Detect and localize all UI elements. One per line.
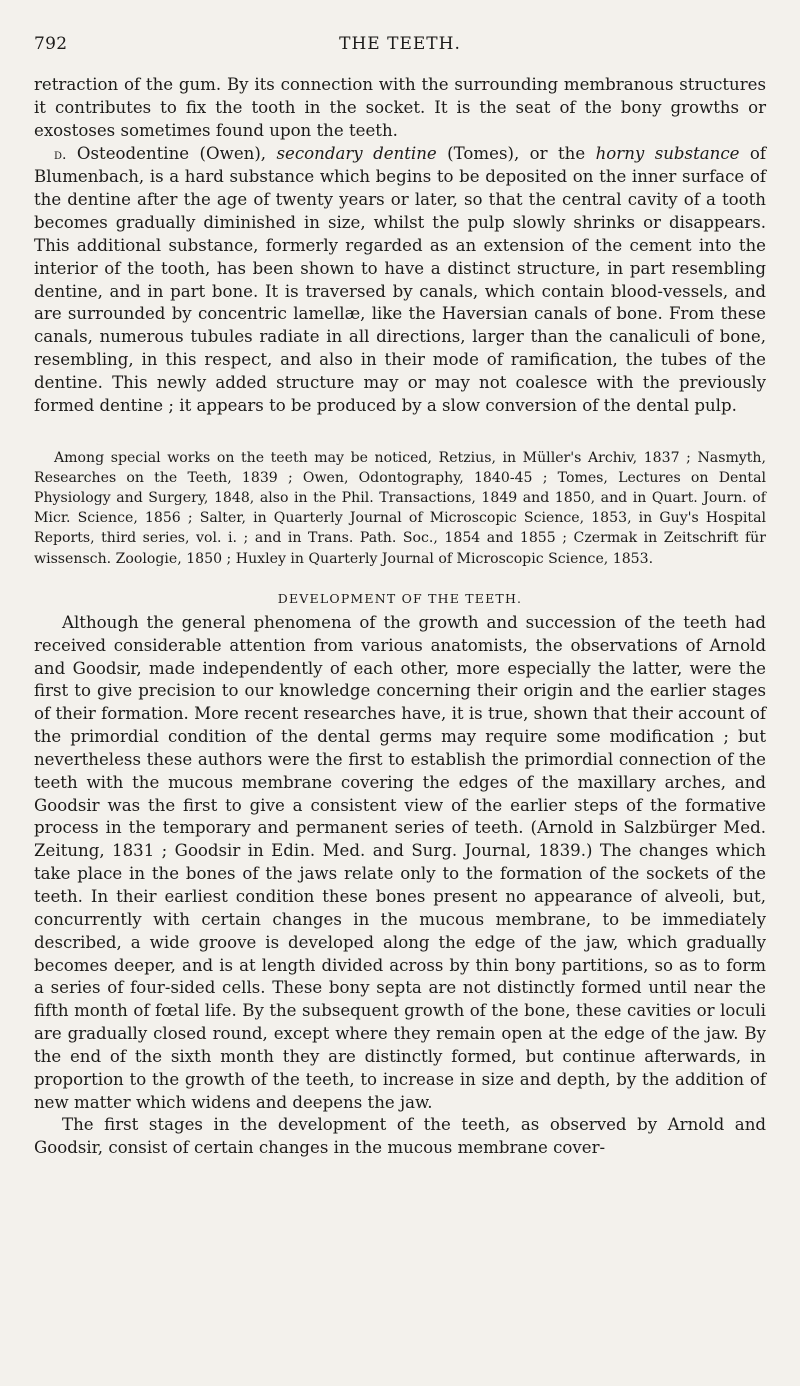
page-number: 792 <box>34 34 68 54</box>
bibliography-note-text: Among special works on the teeth may be noticed, Retzius, in Müller's Archiv, 1837 ; Nasmyth, Researches on the Teeth, 1839 ; Owen, Odontography, 1840-45 ; Tomes, Lectures on Dental Physiology and Surgery, 1848, also in the Phil. Transactions, 1849 and 1850, and in Quart. Journ. of Micr. Science, 1856 ; Salter, in Quarterly Journal of Microscopic Science, 1853, in Guy's Hospital Reports, third series, vol. i. ; and in Trans. Path. Soc., 1854 and 1855 ; Czermak in Zeitschrift für wissensch. Zoologie, 1850 ; Huxley in Quarterly Journal of Microscopic Science, 1853. <box>34 449 766 567</box>
section-letter-d: d. <box>54 146 67 163</box>
osteodentine-text-3: of Blumenbach, is a hard substance which begins to be deposited on the inner surface of the dentine after the age of twenty years or later, so that the central cavity of a tooth becomes gradually diminished in size, whilst the pulp slowly shrinks or disappears. This additional substance, formerly regarded as an extension of the cement into the interior of the tooth, has been shown to have a distinct structure, in part resembling dentine, and in part bone. It is traversed by canals, which contain blood-vessels, and are surrounded by concentric lamellæ, like the Haversian canals of bone. From these canals, numerous tubules radiate in all directions, larger than the canaliculi of bone, resembling, in this respect, and also in their mode of ramification, the tubes of the dentine. This newly added structure may or may not coalesce with the previously formed dentine ; it appears to be produced by a slow conversion of the dental pulp. <box>34 143 767 415</box>
term-horny-substance: horny substance <box>595 143 740 163</box>
osteodentine-text-1: Osteodentine (Owen), <box>66 143 277 163</box>
paragraph-first-stages: The first stages in the development of the teeth, as observed by Arnold and Goodsir, consist of certain changes in the mucous membrane cover- <box>34 1115 766 1158</box>
page-title: THE TEETH. <box>339 34 461 54</box>
osteodentine-text-2: (Tomes), or the <box>436 143 596 163</box>
section-heading: DEVELOPMENT OF THE TEETH. <box>277 590 523 606</box>
bibliography-note <box>34 448 766 569</box>
running-head <box>34 28 766 62</box>
paragraph-development-phenomena: Although the general phenomena of the growth and succession of the teeth had received considerable attention from various anatomists, the observations of Arnold and Goodsir, made independently of each other, more especially the latter, were the first to give precision to our knowledge concerning their origin and the earlier stages of their formation. More recent researches have, it is true, shown that their account of the primordial condition of the dental germs may require some modification ; but nevertheless these authors were the first to establish the primordial connection of the teeth with the mucous membrane covering the edges of the maxillary arches, and Goodsir was the first to give a consistent view of the earlier steps of the formative process in the temporary and permanent series of teeth. (Arnold in Salzbürger Med. Zeitung, 1831 ; Goodsir in Edin. Med. and Surg. Journal, 1839.) The changes which take place in the bones of the jaws relate only to the formation of the sockets of the teeth. In their earliest condition these bones present no appearance of alveoli, but, concurrently with certain changes in the mucous membrane, to be immediately described, a wide groove is developed along the edge of the jaw, which gradually becomes deeper, and is at length divided across by thin bony partitions, so as to form a series of four-sided cells. These bony septa are not distinctly formed until near the fifth month of fœtal life. By the subsequent growth of the bone, these cavities or loculi are gradually closed round, except where they remain open at the edge of the jaw. By the end of the sixth month they are distinctly formed, but continue afterwards, in proportion to the growth of the teeth, to increase in size and depth, by the addition of new matter which widens and deepens the jaw. <box>34 612 766 1112</box>
term-secondary-dentine: secondary dentine <box>276 143 437 163</box>
development-section <box>34 612 766 1160</box>
paragraph-gum-retraction: retraction of the gum. By its connection with the surrounding membranous structures it contributes to fix the tooth in the socket. It is the seat of the bony growths or exostoses sometimes found upon the teeth. <box>34 75 766 140</box>
main-text <box>34 74 766 418</box>
paragraph-osteodentine <box>34 143 766 418</box>
